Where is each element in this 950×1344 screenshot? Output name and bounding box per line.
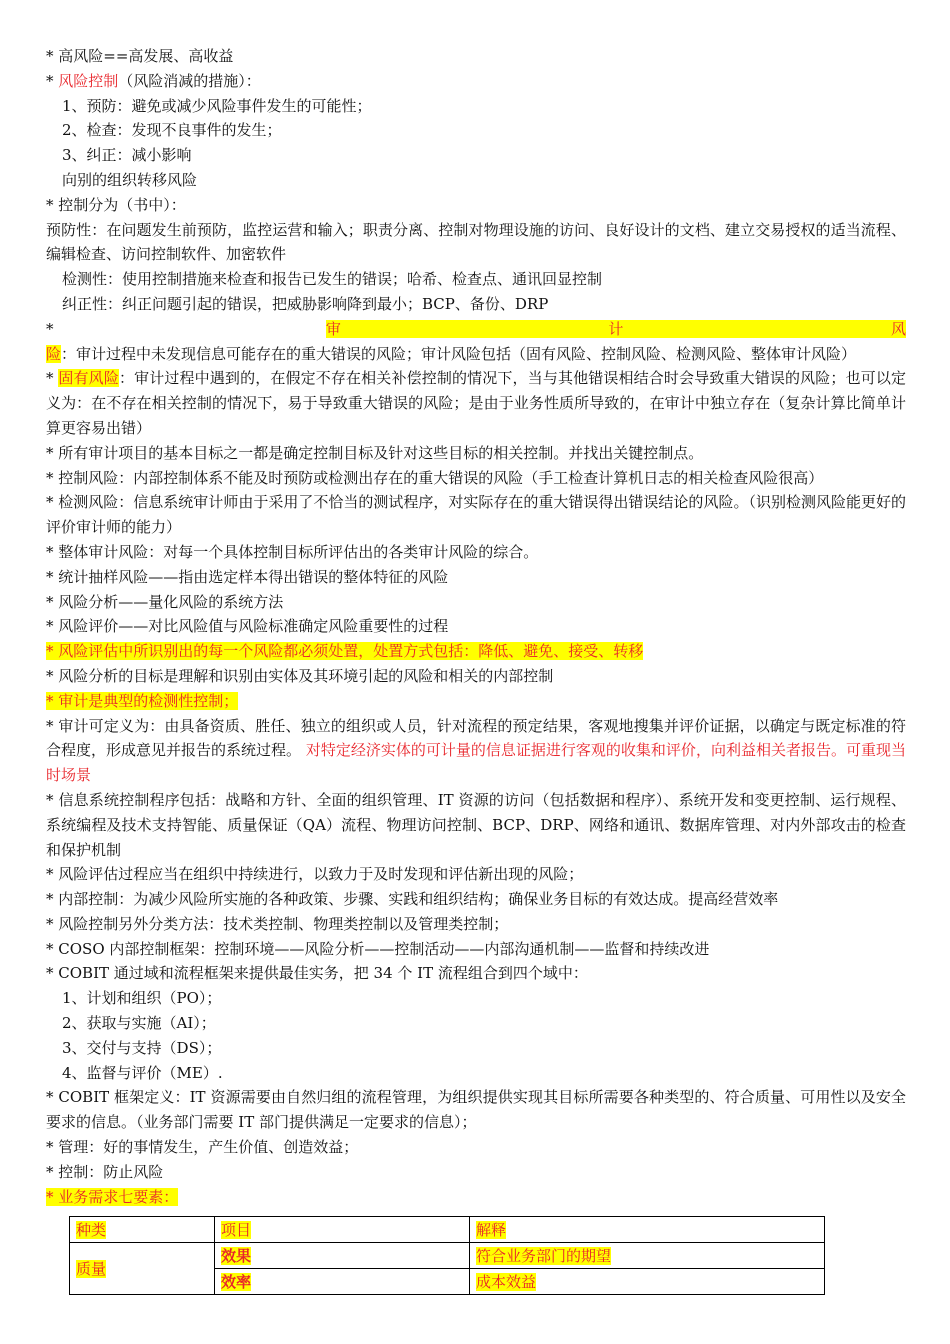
text-line <box>46 118 906 143</box>
text-segment: * <box>46 319 326 338</box>
highlighted-text: 固有风险 <box>58 369 119 388</box>
text-segment: * 高风险==高发展、高收益 <box>46 47 234 65</box>
text-line <box>46 490 906 540</box>
text-line <box>46 44 906 69</box>
text-segment: * COSO 内部控制框架：控制环境——风险分析——控制活动——内部沟通机制——监督和持续改进 <box>46 939 710 958</box>
text-segment: * 风险控制另外分类方法：技术类控制、物理类控制以及管理类控制； <box>46 914 509 933</box>
text-segment: * COBIT 框架定义：IT 资源需要由自然归组的流程管理，为组织提供实现其目标所需要各种类型的、符合质量、可用性以及安全要求的信息。（业务部门需要 IT 部门提供满足一定要求的信息）； <box>46 1088 906 1132</box>
text-segment: * <box>46 71 59 90</box>
text-segment: * 整体审计风险：对每一个具体控制目标所评估出的各类审计风险的综合。 <box>46 542 539 561</box>
text-segment: 向别的组织转移风险 <box>62 170 198 189</box>
text-line <box>46 986 906 1011</box>
text-segment: * 所有审计项目的基本目标之一都是确定控制目标及针对这些目标的相关控制。并找出关键控制点。 <box>46 443 704 462</box>
text-line <box>46 961 906 986</box>
text-line <box>46 788 906 862</box>
text-line <box>46 590 906 615</box>
text-segment: * 管理：好的事情发生，产生价值、创造效益； <box>46 1138 359 1157</box>
text-line <box>46 1036 906 1061</box>
text-line <box>46 639 906 664</box>
text-line <box>46 1061 906 1086</box>
text-line <box>46 317 906 367</box>
text-segment: 2、获取与实施（AI）； <box>62 1014 216 1033</box>
text-segment: * 风险分析——量化风险的系统方法 <box>46 592 284 611</box>
text-segment: 2、检查：发现不良事件的发生； <box>62 121 282 140</box>
text-line <box>46 937 906 962</box>
text-segment: * 控制分为（书中）： <box>46 195 186 214</box>
text-segment: * COBIT 通过域和流程框架来提供最佳实务，把 34 个 IT 流程组合到四个域中： <box>46 964 588 983</box>
text-line <box>46 689 906 714</box>
text-line <box>46 664 906 689</box>
text-line <box>46 1160 906 1185</box>
explanation-cell: 符合业务部门的期望 <box>470 1243 825 1269</box>
text-segment: 4、监督与评价（ME）. <box>62 1063 223 1082</box>
text-line <box>46 193 906 218</box>
text-line <box>46 69 906 94</box>
text-segment: （风险消减的措施）： <box>118 71 261 90</box>
text-segment: * 控制风险：内部控制体系不能及时预防或检测出存在的重大错误的风险（手工检查计算机日志的相关检查风险很高） <box>46 468 824 487</box>
text-line <box>46 218 906 268</box>
text-line <box>46 267 906 292</box>
text-segment: * 控制：防止风险 <box>46 1162 164 1181</box>
explanation-cell: 成本效益 <box>470 1269 825 1295</box>
text-segment: * 风险分析的目标是理解和识别由实体及其环境引起的风险和相关的内部控制 <box>46 666 554 685</box>
text-segment: * 审计可定义为：由具备资质、胜任、独立的组织或人员，针对流程的预定结果，客观地搜集并评价证据，以确定与既定标准的符合程度，形成意见并报告的系统过程。 <box>46 716 906 760</box>
text-line <box>46 887 906 912</box>
text-line <box>46 94 906 119</box>
header-category: 种类 <box>70 1217 215 1243</box>
highlighted-text: 风险控制 <box>58 71 119 90</box>
table-row <box>70 1243 825 1269</box>
text-line <box>46 143 906 168</box>
text-line <box>46 366 906 440</box>
item-cell: 效果 <box>215 1243 470 1269</box>
text-segment: * 统计抽样风险——指由选定样本得出错误的整体特征的风险 <box>46 567 449 586</box>
table-header-row <box>70 1217 825 1243</box>
text-line <box>46 540 906 565</box>
item-cell: 效率 <box>215 1269 470 1295</box>
text-segment: 1、计划和组织（PO）； <box>62 989 222 1008</box>
text-segment: 纠正性：纠正问题引起的错误，把威胁影响降到最小；BCP、备份、DRP <box>62 294 549 313</box>
category-cell: 质量 <box>70 1243 215 1295</box>
text-line <box>46 1085 906 1135</box>
text-line <box>46 912 906 937</box>
header-item: 项目 <box>215 1217 470 1243</box>
text-line <box>46 1135 906 1160</box>
text-segment: ：审计过程中遇到的，在假定不存在相关补偿控制的情况下，当与其他错误相结合时会导致重大错误的风险；也可以定义为：在不存在相关控制的情况下，易于导致重大错误的风险；是由于业务性质所导致的，在审计中独立存在（复杂计算比简单计算更容易出错） <box>46 369 906 437</box>
text-segment: * 风险评价——对比风险值与风险标准确定风险重要性的过程 <box>46 617 449 636</box>
text-line <box>46 862 906 887</box>
text-line <box>46 168 906 193</box>
text-line <box>46 466 906 491</box>
text-segment: ：审计过程中未发现信息可能存在的重大错误的风险；审计风险包括（固有风险、控制风险、检测风险、整体审计风险） <box>61 344 857 363</box>
highlighted-text: 审计风险 <box>46 319 906 363</box>
requirements-table <box>69 1216 825 1295</box>
header-explanation: 解释 <box>470 1217 825 1243</box>
highlighted-text: 对特定经济实体的可计量的信息证据进行客观的收集和评价，向利益相关者报告。可重现当时场景 <box>46 741 906 785</box>
text-segment: * 检测风险：信息系统审计师由于采用了不恰当的测试程序，对实际存在的重大错误得出错误结论的风险。（识别检测风险能更好的评价审计师的能力） <box>46 493 906 537</box>
text-line <box>46 441 906 466</box>
text-segment: 1、预防：避免或减少风险事件发生的可能性； <box>62 96 372 115</box>
text-segment: 3、纠正：减小影响 <box>62 146 192 165</box>
highlighted-text: * 风险评估中所识别出的每一个风险都必须处置，处置方式包括：降低、避免、接受、转移 <box>46 642 644 661</box>
highlighted-text: * 业务需求七要素： <box>46 1187 179 1206</box>
text-line <box>46 714 906 788</box>
text-line <box>46 614 906 639</box>
text-line <box>46 292 906 317</box>
text-line <box>46 565 906 590</box>
document-body <box>46 44 906 1209</box>
text-segment: 检测性：使用控制措施来检查和报告已发生的错误；哈希、检查点、通讯回显控制 <box>62 270 603 289</box>
text-segment: 预防性：在问题发生前预防，监控运营和输入；职责分离、控制对物理设施的访问、良好设计的文档、建立交易授权的适当流程、编辑检查、访问控制软件、加密软件 <box>46 220 906 264</box>
text-segment: * <box>46 369 59 388</box>
text-segment: * 风险评估过程应当在组织中持续进行，以致力于及时发现和评估新出现的风险； <box>46 865 584 884</box>
text-line <box>46 1185 906 1210</box>
text-segment: * 信息系统控制程序包括：战略和方针、全面的组织管理、IT 资源的访问（包括数据和程序）、系统开发和变更控制、运行规程、系统编程及技术支持智能、质量保证（QA）流程、物理访问控制、BCP、DRP、网络和通讯、数据库管理、对内外部攻击的检查和保护机制 <box>46 790 906 859</box>
text-segment: * 内部控制：为减少风险所实施的各种政策、步骤、实践和组织结构；确保业务目标的有效达成。提高经营效率 <box>46 890 779 909</box>
text-segment: 3、交付与支持（DS）； <box>62 1038 222 1057</box>
text-line <box>46 1011 906 1036</box>
highlighted-text: * 审计是典型的检测性控制； <box>46 691 239 710</box>
